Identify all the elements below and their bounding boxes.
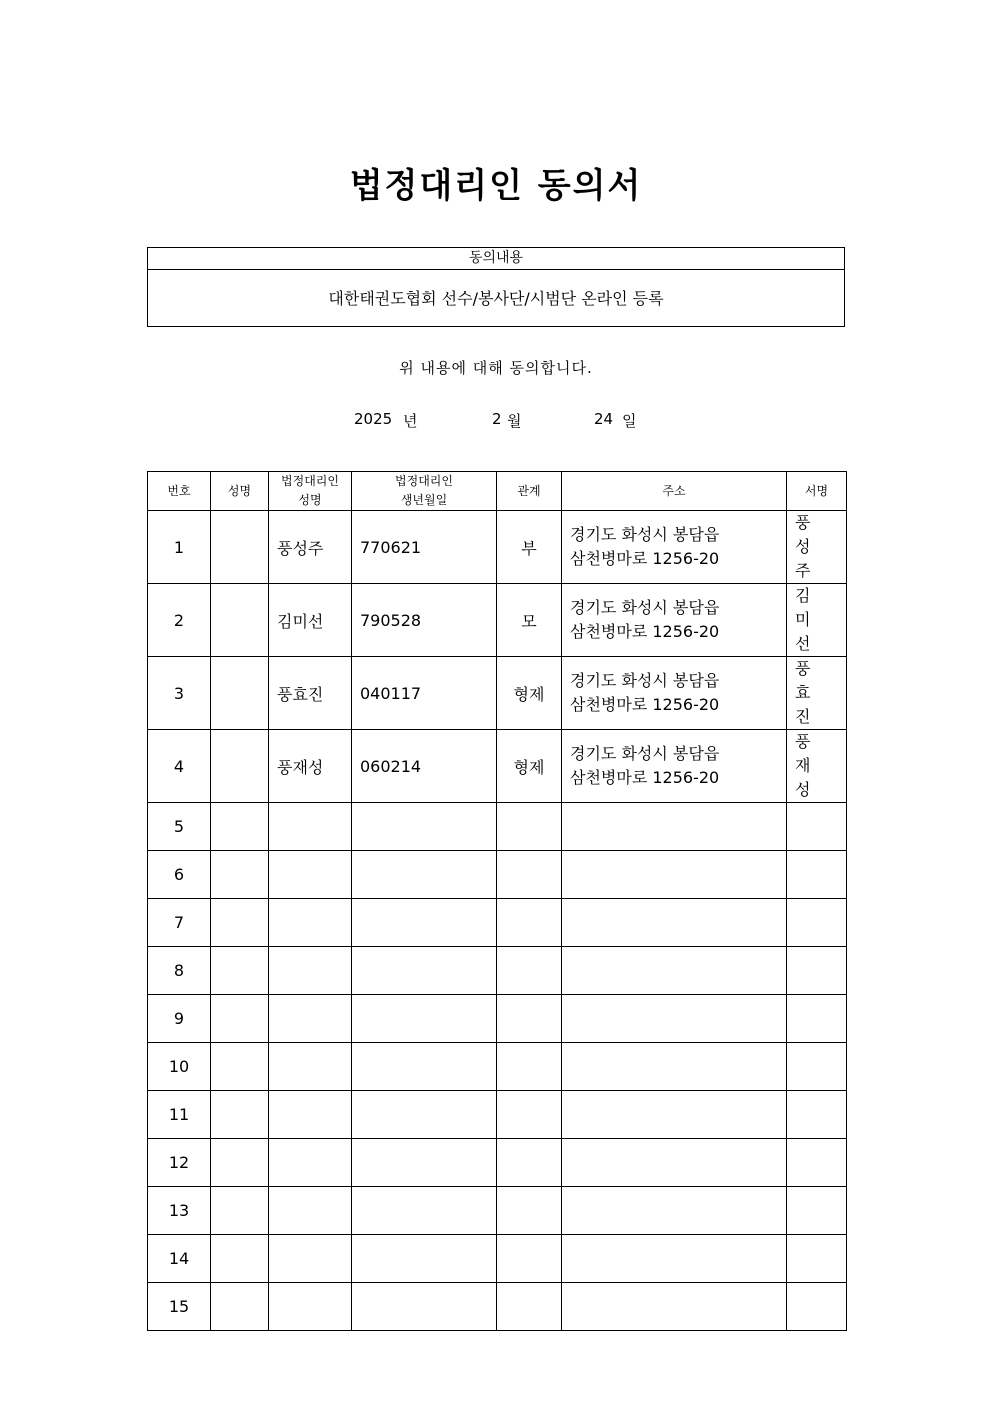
cell-name xyxy=(211,511,269,584)
guardian-table xyxy=(147,471,847,1331)
cell-name xyxy=(211,803,269,851)
cell-guardian-name xyxy=(269,803,352,851)
cell-name xyxy=(211,851,269,899)
cell-no: 14 xyxy=(148,1235,211,1283)
cell-no: 3 xyxy=(148,657,211,730)
cell-relation xyxy=(497,851,562,899)
cell-no: 15 xyxy=(148,1283,211,1331)
cell-guardian-name: 풍재성 xyxy=(269,730,352,803)
cell-relation xyxy=(497,1187,562,1235)
cell-guardian-name xyxy=(269,1235,352,1283)
cell-relation xyxy=(497,803,562,851)
cell-no: 2 xyxy=(148,584,211,657)
cell-guardian-name xyxy=(269,1091,352,1139)
table-row xyxy=(148,1139,847,1187)
cell-guardian-name: 풍성주 xyxy=(269,511,352,584)
cell-address xyxy=(562,947,787,995)
cell-relation xyxy=(497,947,562,995)
cell-no: 7 xyxy=(148,899,211,947)
cell-name xyxy=(211,1235,269,1283)
cell-guardian-name xyxy=(269,995,352,1043)
cell-address: 경기도 화성시 봉담읍 삼천병마로 1256-20 xyxy=(562,730,787,803)
table-row xyxy=(148,730,847,803)
header-relation: 관계 xyxy=(497,472,562,511)
cell-name xyxy=(211,1283,269,1331)
consent-content-box xyxy=(147,247,845,327)
date-month-unit: 월 xyxy=(507,412,522,430)
cell-relation: 형제 xyxy=(497,657,562,730)
cell-guardian-birth xyxy=(352,899,497,947)
cell-signature: 풍성주 xyxy=(787,511,847,584)
cell-name xyxy=(211,1091,269,1139)
cell-signature xyxy=(787,1139,847,1187)
cell-guardian-birth xyxy=(352,1091,497,1139)
cell-guardian-birth: 040117 xyxy=(352,657,497,730)
cell-signature xyxy=(787,995,847,1043)
consent-header: 동의내용 xyxy=(148,248,844,270)
cell-relation xyxy=(497,1283,562,1331)
cell-address xyxy=(562,1187,787,1235)
table-row xyxy=(148,657,847,730)
cell-relation xyxy=(497,899,562,947)
cell-name xyxy=(211,730,269,803)
table-row xyxy=(148,995,847,1043)
table-row xyxy=(148,1091,847,1139)
cell-signature xyxy=(787,947,847,995)
cell-guardian-birth xyxy=(352,1187,497,1235)
cell-name xyxy=(211,584,269,657)
date-year: 2025 xyxy=(354,410,393,428)
cell-guardian-name xyxy=(269,1283,352,1331)
cell-guardian-name xyxy=(269,947,352,995)
cell-relation: 모 xyxy=(497,584,562,657)
cell-guardian-birth: 790528 xyxy=(352,584,497,657)
date-month: 2 xyxy=(492,410,502,428)
cell-no: 13 xyxy=(148,1187,211,1235)
cell-address xyxy=(562,851,787,899)
cell-address: 경기도 화성시 봉담읍 삼천병마로 1256-20 xyxy=(562,511,787,584)
cell-guardian-birth: 770621 xyxy=(352,511,497,584)
header-guardian-birth: 법정대리인 생년월일 xyxy=(352,472,497,511)
cell-signature: 김미선 xyxy=(787,584,847,657)
cell-relation: 부 xyxy=(497,511,562,584)
date-year-unit: 년 xyxy=(403,412,418,430)
agreement-statement: 위 내용에 대해 동의합니다. xyxy=(399,359,593,377)
cell-relation xyxy=(497,1139,562,1187)
cell-no: 8 xyxy=(148,947,211,995)
table-row xyxy=(148,511,847,584)
cell-relation xyxy=(497,1235,562,1283)
cell-address xyxy=(562,899,787,947)
cell-guardian-birth: 060214 xyxy=(352,730,497,803)
cell-guardian-birth xyxy=(352,851,497,899)
cell-signature: 풍재성 xyxy=(787,730,847,803)
cell-no: 4 xyxy=(148,730,211,803)
cell-relation xyxy=(497,995,562,1043)
cell-no: 9 xyxy=(148,995,211,1043)
table-row xyxy=(148,899,847,947)
cell-guardian-birth xyxy=(352,947,497,995)
cell-guardian-birth xyxy=(352,803,497,851)
date-day-unit: 일 xyxy=(622,412,637,430)
table-row xyxy=(148,1283,847,1331)
cell-name xyxy=(211,1187,269,1235)
cell-relation xyxy=(497,1043,562,1091)
table-row xyxy=(148,584,847,657)
cell-no: 6 xyxy=(148,851,211,899)
table-header-row xyxy=(148,472,847,511)
cell-name xyxy=(211,995,269,1043)
cell-no: 10 xyxy=(148,1043,211,1091)
cell-guardian-name xyxy=(269,851,352,899)
table-row xyxy=(148,1187,847,1235)
cell-name xyxy=(211,1139,269,1187)
cell-relation xyxy=(497,1091,562,1139)
cell-signature xyxy=(787,803,847,851)
cell-address xyxy=(562,1283,787,1331)
cell-address xyxy=(562,1235,787,1283)
cell-no: 11 xyxy=(148,1091,211,1139)
cell-guardian-birth xyxy=(352,1235,497,1283)
header-address: 주소 xyxy=(562,472,787,511)
table-row xyxy=(148,947,847,995)
cell-guardian-birth xyxy=(352,1043,497,1091)
cell-address: 경기도 화성시 봉담읍 삼천병마로 1256-20 xyxy=(562,657,787,730)
cell-guardian-name xyxy=(269,1139,352,1187)
cell-signature xyxy=(787,1283,847,1331)
header-guardian-name: 법정대리인 성명 xyxy=(269,472,352,511)
cell-signature xyxy=(787,1043,847,1091)
cell-no: 12 xyxy=(148,1139,211,1187)
table-row xyxy=(148,1235,847,1283)
cell-guardian-name xyxy=(269,899,352,947)
cell-guardian-birth xyxy=(352,1283,497,1331)
cell-address xyxy=(562,1043,787,1091)
cell-address xyxy=(562,995,787,1043)
document-title: 법정대리인 동의서 xyxy=(349,166,643,206)
cell-address xyxy=(562,1139,787,1187)
cell-name xyxy=(211,899,269,947)
cell-no: 5 xyxy=(148,803,211,851)
cell-guardian-birth xyxy=(352,995,497,1043)
cell-guardian-birth xyxy=(352,1139,497,1187)
cell-no: 1 xyxy=(148,511,211,584)
cell-relation: 형제 xyxy=(497,730,562,803)
table-row xyxy=(148,803,847,851)
cell-address xyxy=(562,1091,787,1139)
cell-signature xyxy=(787,899,847,947)
consent-body: 대한태권도협회 선수/봉사단/시범단 온라인 등록 xyxy=(328,289,664,308)
date-day: 24 xyxy=(594,410,614,428)
cell-signature xyxy=(787,851,847,899)
header-name: 성명 xyxy=(211,472,269,511)
cell-address: 경기도 화성시 봉담읍 삼천병마로 1256-20 xyxy=(562,584,787,657)
cell-guardian-name xyxy=(269,1043,352,1091)
header-signature: 서명 xyxy=(787,472,847,511)
cell-name xyxy=(211,657,269,730)
cell-name xyxy=(211,947,269,995)
cell-guardian-name: 풍효진 xyxy=(269,657,352,730)
cell-guardian-name xyxy=(269,1187,352,1235)
header-no: 번호 xyxy=(148,472,211,511)
cell-address xyxy=(562,803,787,851)
cell-name xyxy=(211,1043,269,1091)
cell-signature xyxy=(787,1091,847,1139)
cell-signature: 풍효진 xyxy=(787,657,847,730)
table-row xyxy=(148,851,847,899)
cell-signature xyxy=(787,1187,847,1235)
cell-signature xyxy=(787,1235,847,1283)
cell-guardian-name: 김미선 xyxy=(269,584,352,657)
table-row xyxy=(148,1043,847,1091)
